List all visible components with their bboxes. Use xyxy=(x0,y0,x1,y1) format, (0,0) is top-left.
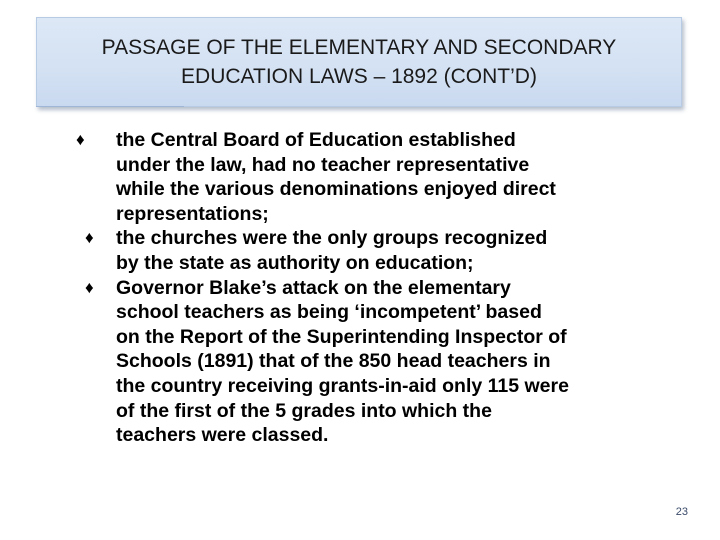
bullet-item-churches xyxy=(0,226,720,275)
page-number: 23 xyxy=(675,506,688,518)
bullet-text-line: the country receiving grants-in-aid only 115 were xyxy=(116,374,569,397)
bullet-text-line: of the first of the 5 grades into which the xyxy=(116,399,492,422)
bullet-text-line: the churches were the only groups recognized xyxy=(116,227,548,250)
bullet-text-line: on the Report of the Superintending Inspector of xyxy=(116,325,567,348)
slide-title-box xyxy=(36,17,682,107)
bullet-text-line: Governor Blake’s attack on the elementary xyxy=(116,276,511,299)
diamond-bullet-icon: ♦ xyxy=(76,130,85,149)
bullet-item-board xyxy=(0,128,720,226)
bullet-text-line: while the various denominations enjoyed direct xyxy=(116,178,556,201)
bullet-text-line: under the law, had no teacher representative xyxy=(116,153,530,176)
bullet-text-line: school teachers as being ‘incompetent’ based xyxy=(116,301,542,324)
bullet-text-line: teachers were classed. xyxy=(116,424,329,447)
diamond-bullet-icon: ♦ xyxy=(85,277,94,297)
title-underline-divider xyxy=(36,106,184,107)
slide-title-line-1: PASSAGE OF THE ELEMENTARY AND SECONDARY xyxy=(101,36,617,59)
bullet-item-governor xyxy=(0,276,720,448)
diamond-bullet-icon: ♦ xyxy=(85,228,94,248)
bullet-text-line: representations; xyxy=(116,202,269,225)
slide-title-line-2: EDUCATION LAWS – 1892 (CONT’D) xyxy=(181,65,537,88)
bullet-list xyxy=(0,128,720,448)
bullet-text-line: the Central Board of Education established xyxy=(116,129,516,151)
bullet-text-line: Schools (1891) that of the 850 head teachers in xyxy=(116,350,551,373)
bullet-text-line: by the state as authority on education; xyxy=(116,251,474,274)
